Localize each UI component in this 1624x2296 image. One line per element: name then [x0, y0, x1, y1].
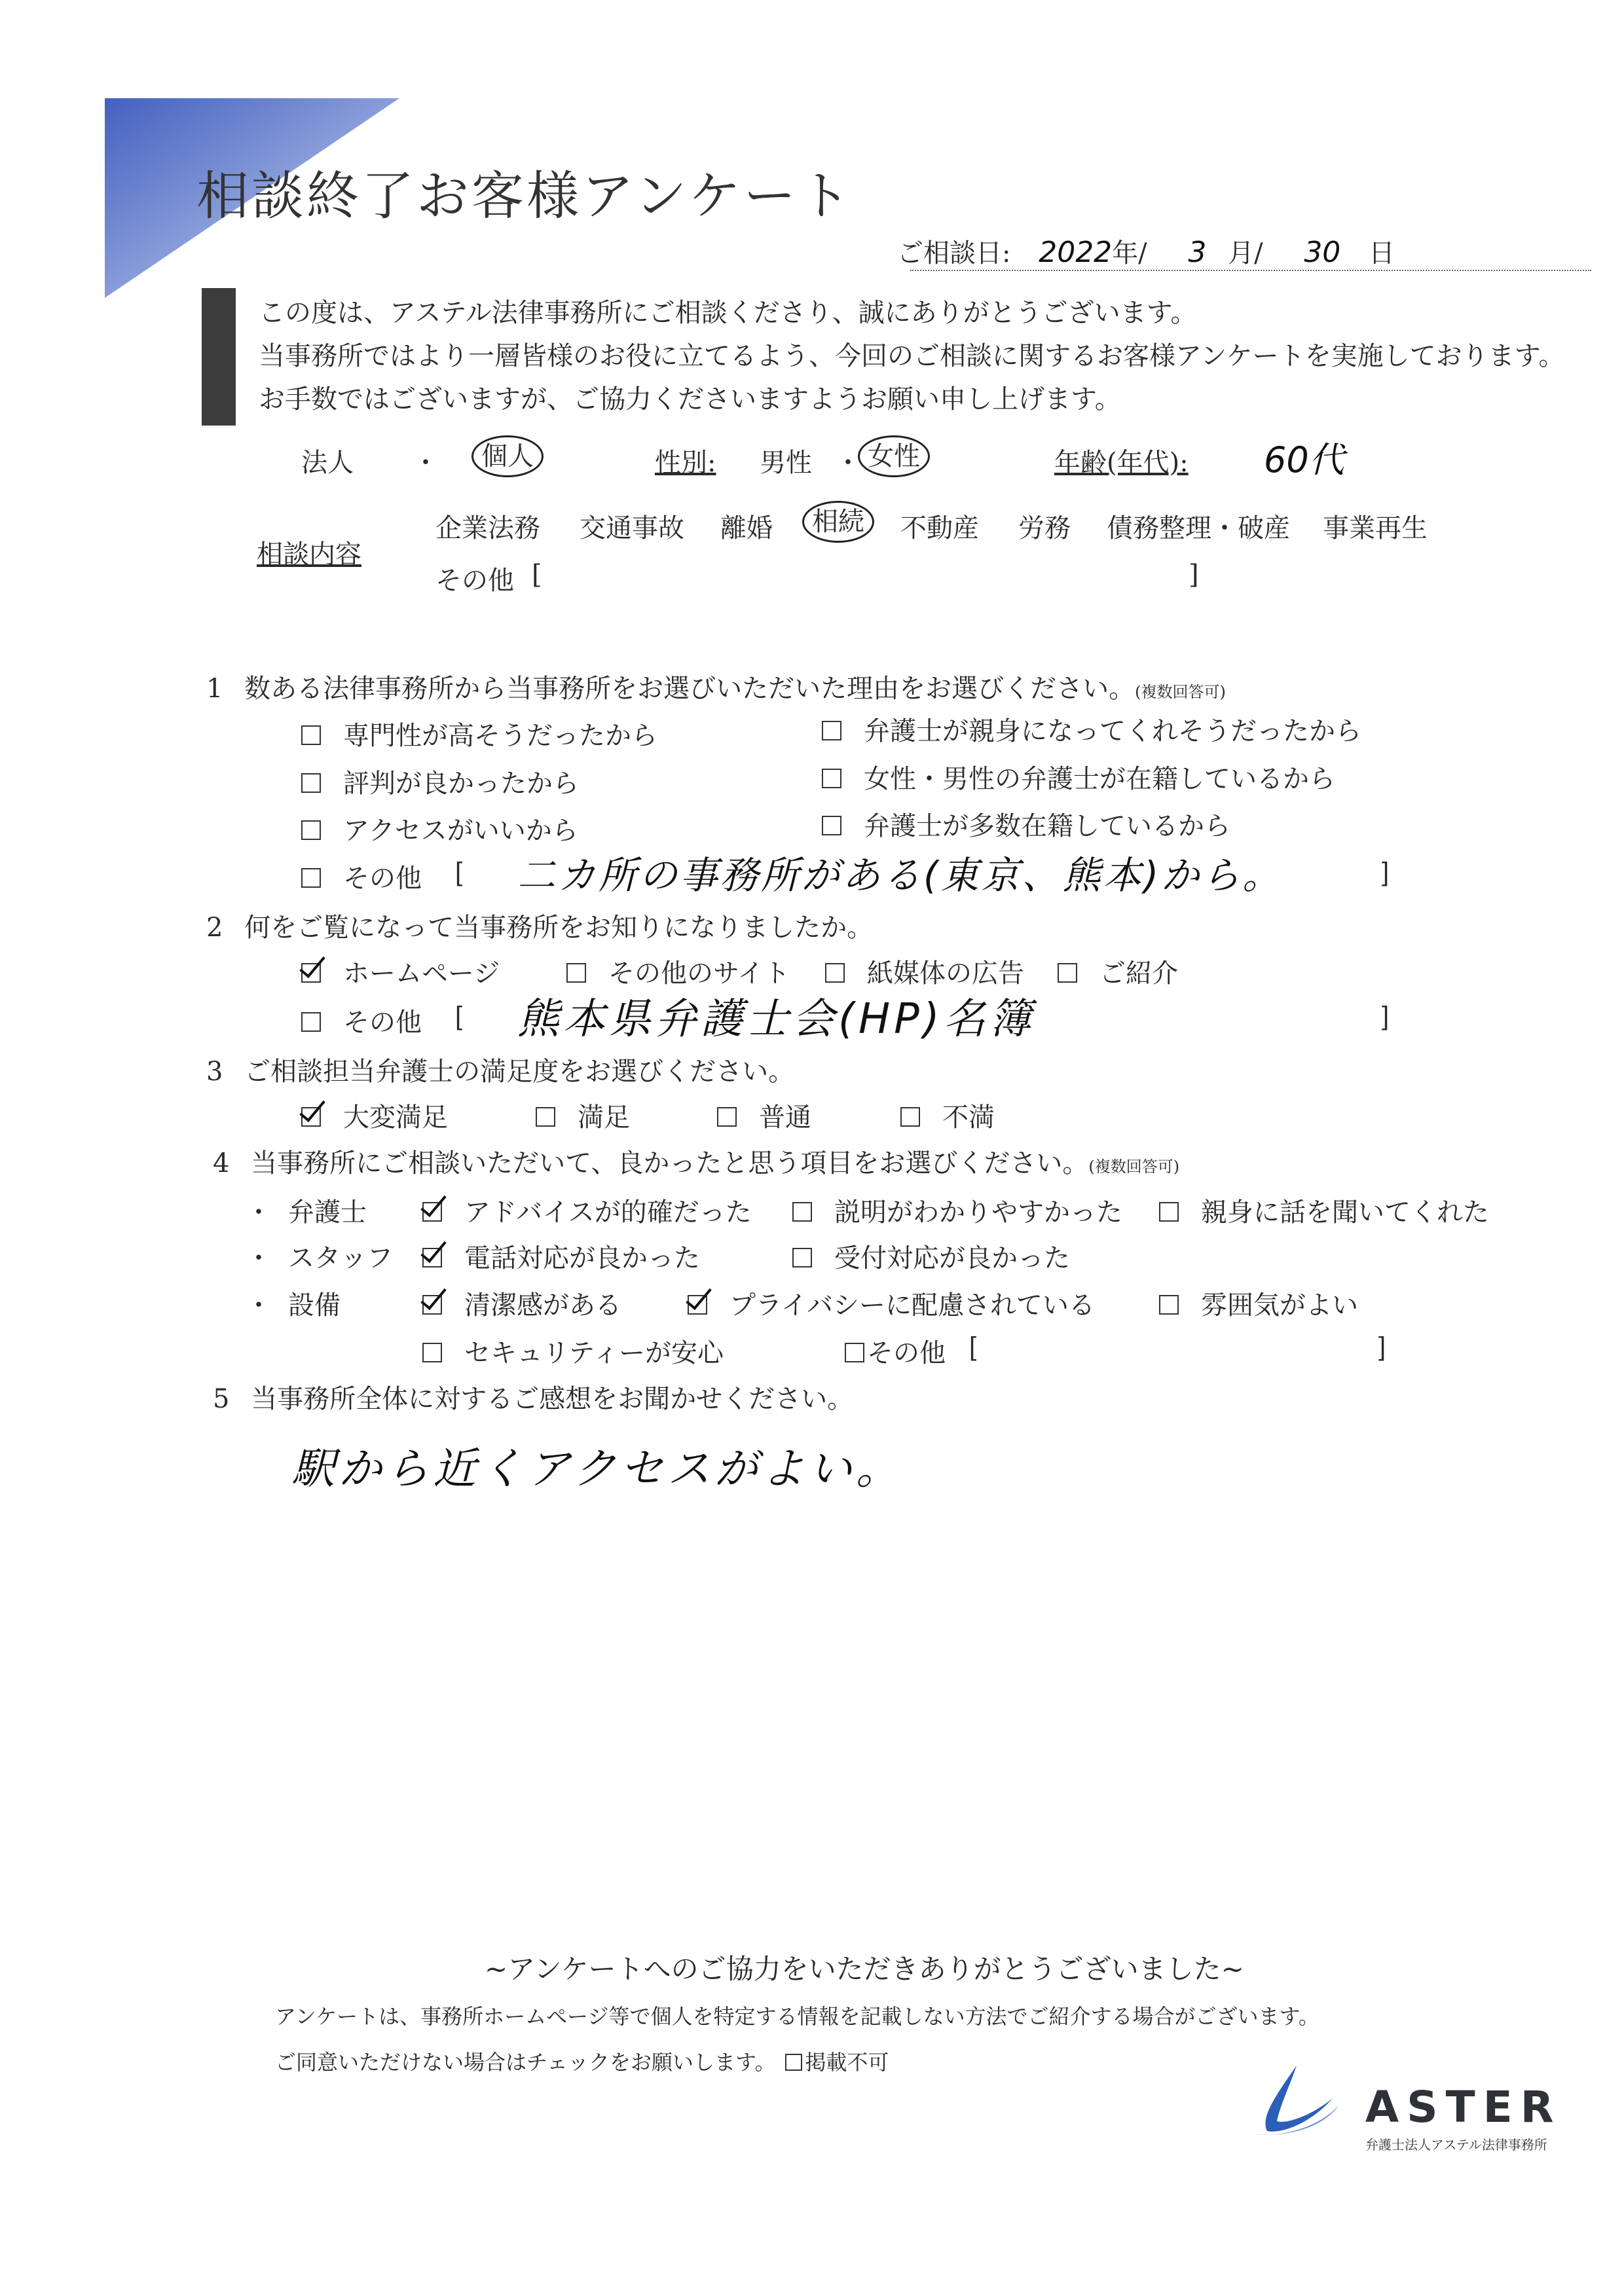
q1-option-label: 評判が良かったから [343, 769, 579, 798]
q4-option-label: 雰囲気がよい [1201, 1291, 1358, 1320]
aster-logo-icon [1247, 2059, 1346, 2141]
q1-other-answer[interactable]: 二カ所の事務所がある(東京、熊本)から。 [517, 853, 1283, 898]
q5-text: 当事務所全体に対するご感想をお聞かせください。 [251, 1384, 854, 1414]
q4-option-label: アドバイスが的確だった [464, 1198, 752, 1227]
q4-option[interactable] [422, 1332, 724, 1370]
checkbox[interactable] [845, 1343, 864, 1362]
intro-line-2: 当事務所ではより一層皆様のお役に立てるよう、今回のご相談に関するお客様アンケートを実施しております。 [259, 341, 1565, 371]
intro-line-3: お手数ではございますが、ご協力くださいますようお願い申し上げます。 [259, 384, 1121, 414]
q2-option[interactable] [566, 953, 790, 990]
intro-line-1: この度は、アステル法律事務所にご相談くださり、誠にありがとうございます。 [259, 298, 1197, 328]
checkbox[interactable] [301, 820, 321, 840]
q3-option-label: 普通 [759, 1103, 811, 1132]
q1-option-label: アクセスがいいから [343, 816, 578, 845]
checkbox-checked[interactable] [422, 1202, 442, 1222]
q4-option[interactable] [792, 1192, 1122, 1229]
q1-option[interactable] [301, 810, 578, 847]
checkbox[interactable] [1058, 963, 1077, 983]
consent-line [275, 2046, 889, 2076]
q3-option-label: 満足 [578, 1103, 630, 1132]
checkbox[interactable] [301, 1012, 321, 1032]
q2-text: 何をご覧になって当事務所をお知りになりましたか。 [244, 913, 874, 943]
q2-other-answer[interactable]: 熊本県弁護士会(HP)名簿 [517, 995, 1035, 1044]
q4-option-label: セキュリティーが安心 [464, 1339, 724, 1368]
q3-option[interactable] [717, 1097, 811, 1134]
consult-item[interactable]: 不動産 [900, 513, 979, 543]
gender-male[interactable]: 男性 [760, 448, 812, 478]
q1-option-label: 専門性が高そうだったから [343, 721, 657, 750]
q1-text: 数ある法律事務所から当事務所をお選びいただいた理由をお選びください。 [244, 674, 1135, 704]
no-publish-label: 掲載不可 [805, 2050, 889, 2074]
q1-option[interactable] [301, 715, 657, 752]
q4-option[interactable] [1159, 1192, 1489, 1229]
checkbox[interactable] [825, 963, 845, 983]
checkbox-checked[interactable] [301, 1107, 321, 1127]
q3-option-label: 不満 [942, 1103, 995, 1132]
profile-corp[interactable]: 法人 [301, 448, 354, 478]
bracket-close: ] [1382, 1002, 1390, 1030]
q5-number: 5 [213, 1384, 230, 1414]
checkbox[interactable] [822, 816, 841, 835]
q4-option-privacy[interactable] [688, 1285, 1095, 1322]
q2-other[interactable] [301, 1002, 422, 1039]
logo-subtitle: 弁護士法人アステル法律事務所 [1365, 2137, 1547, 2153]
q4-note: (複数回答可) [1088, 1157, 1180, 1176]
q3-option-label: 大変満足 [343, 1103, 448, 1132]
q4-option-label: 親身に話を聞いてくれた [1201, 1198, 1489, 1227]
checkbox-checked[interactable] [422, 1248, 442, 1267]
bracket-close: ] [1378, 1332, 1386, 1361]
q1-option[interactable] [822, 758, 1335, 795]
checkbox[interactable] [822, 721, 841, 740]
q2-option-label: 紙媒体の広告 [867, 959, 1024, 988]
q1-option-label: 女性・男性の弁護士が在籍しているから [864, 765, 1335, 793]
checkbox[interactable] [566, 963, 586, 983]
q4-option-label: プライバシーに配慮されている [729, 1291, 1095, 1320]
q3-option-very-satisfied[interactable] [301, 1097, 448, 1134]
q3-option[interactable] [536, 1097, 630, 1134]
individual-circled: 個人 [471, 435, 544, 477]
q1-other[interactable] [301, 858, 422, 895]
q4-row-label: スタッフ [288, 1244, 393, 1273]
q4-option-label: 説明がわかりやすかった [834, 1198, 1122, 1227]
page-title: 相談終了お客様アンケート [196, 166, 854, 227]
date-year-suffix: 年/ [1112, 238, 1147, 268]
checkbox[interactable] [792, 1248, 812, 1267]
q4-option-label: 清潔感がある [464, 1291, 621, 1320]
consult-item[interactable]: 離婚 [720, 513, 773, 543]
q4-text: 当事務所にご相談いただいて、良かったと思う項目をお選びください。 [251, 1148, 1089, 1178]
date-year: 2022 [1039, 236, 1113, 269]
bullet: ・ [246, 1198, 272, 1227]
bracket-open: [ [969, 1332, 977, 1361]
checkbox[interactable] [900, 1107, 920, 1127]
q4-row-label: 設備 [288, 1291, 341, 1320]
consult-item[interactable]: 労務 [1018, 513, 1071, 543]
q1-option-label: 弁護士が多数在籍しているから [864, 812, 1230, 841]
q4-option-label: 受付対応が良かった [834, 1244, 1070, 1273]
age-label: 年齢(年代): [1054, 448, 1189, 478]
date-month: 3 [1188, 236, 1207, 269]
consult-item-selected[interactable] [802, 501, 874, 538]
gender-sep: ・ [835, 448, 861, 478]
q1-option-label: 弁護士が親身になってくれそうだったから [864, 717, 1361, 746]
checkbox[interactable] [1159, 1202, 1179, 1222]
q3-number: 3 [206, 1057, 223, 1087]
bullet: ・ [246, 1291, 272, 1320]
checkbox[interactable] [1159, 1295, 1179, 1315]
q1-other-label: その他 [343, 864, 422, 893]
q2-option-label: その他のサイト [608, 959, 790, 988]
checkbox[interactable] [792, 1202, 812, 1222]
consult-item[interactable]: 企業法務 [435, 513, 540, 543]
bullet: ・ [246, 1244, 272, 1273]
publication-notice: アンケートは、事務所ホームページ等で個人を特定する情報を記載しない方法でご紹介する場合がございます。 [275, 2005, 1320, 2028]
age-value[interactable]: 60代 [1264, 439, 1344, 481]
q4-other-label: その他 [867, 1339, 946, 1368]
bracket-open: [ [455, 1002, 463, 1030]
q4-question [213, 1142, 1179, 1180]
bracket-open: [ [455, 858, 463, 886]
q2-option-homepage[interactable] [301, 953, 500, 990]
consult-date [897, 232, 1395, 270]
gender-female[interactable] [858, 435, 930, 473]
q2-option[interactable] [1058, 953, 1178, 990]
thanks-message: ~アンケートへのご協力をいただきありがとうございました~ [485, 1953, 1244, 1985]
checkbox-checked[interactable] [688, 1295, 707, 1315]
date-month-suffix: 月/ [1228, 238, 1263, 268]
inheritance-circled: 相続 [802, 501, 874, 543]
date-underline [910, 270, 1591, 271]
q1-number: 1 [206, 674, 223, 704]
consult-item[interactable]: 債務整理・破産 [1107, 513, 1290, 543]
q4-option[interactable] [792, 1237, 1070, 1275]
checkbox[interactable] [536, 1107, 555, 1127]
q2-option-label: ホームページ [343, 959, 500, 988]
checkbox-checked[interactable] [301, 963, 321, 983]
consent-text: ご同意いただけない場合はチェックをお願いします。 [275, 2050, 776, 2074]
checkbox[interactable] [301, 725, 321, 745]
q4-option-advice[interactable] [422, 1192, 752, 1229]
q4-option-phone[interactable] [422, 1237, 700, 1275]
logo-name: ASTER [1365, 2082, 1562, 2132]
profile-individual[interactable] [471, 435, 544, 473]
q1-option[interactable] [822, 710, 1361, 748]
q3-text: ご相談担当弁護士の満足度をお選びください。 [244, 1057, 795, 1087]
checkbox[interactable] [717, 1107, 737, 1127]
profile-sep: ・ [413, 448, 439, 478]
checkbox-checked[interactable] [422, 1295, 442, 1315]
checkbox[interactable] [301, 773, 321, 793]
consult-item[interactable]: 交通事故 [580, 513, 684, 543]
date-day: 30 [1304, 236, 1341, 269]
intro-accent-bar [202, 288, 236, 426]
checkbox[interactable] [822, 769, 841, 788]
q4-other[interactable] [845, 1332, 946, 1370]
consult-label: 相談内容 [257, 539, 361, 570]
checkbox[interactable] [422, 1343, 442, 1362]
gender-label: 性別: [655, 448, 716, 478]
date-day-suffix: 日 [1369, 238, 1395, 268]
bracket-close: ] [1189, 560, 1199, 590]
q2-number: 2 [206, 913, 223, 943]
consult-item[interactable]: 事業再生 [1323, 513, 1428, 543]
bracket-close: ] [1382, 858, 1390, 886]
q1-option[interactable] [822, 805, 1230, 843]
q4-number: 4 [213, 1148, 230, 1178]
q1-option[interactable] [301, 763, 579, 800]
q5-question [213, 1378, 853, 1415]
female-circled: 女性 [858, 435, 930, 477]
q1-note: (複数回答可) [1135, 683, 1226, 701]
q3-option[interactable] [900, 1097, 995, 1134]
q2-other-label: その他 [343, 1008, 422, 1037]
q3-question [206, 1051, 794, 1088]
q4-option-clean[interactable] [422, 1285, 621, 1322]
q1-question [206, 668, 1226, 705]
bracket-open: [ [532, 560, 542, 590]
q2-question [206, 907, 873, 944]
q2-option[interactable] [825, 953, 1024, 990]
checkbox[interactable] [301, 868, 321, 888]
q5-answer[interactable]: 駅から近くアクセスがよい。 [291, 1444, 904, 1494]
q4-row-label: 弁護士 [288, 1198, 367, 1227]
no-publish-checkbox[interactable] [785, 2054, 802, 2071]
consult-other-label: その他 [435, 566, 514, 596]
q4-option[interactable] [1159, 1285, 1358, 1322]
date-label: ご相談日: [897, 238, 1011, 268]
q2-option-label: ご紹介 [1099, 959, 1178, 988]
q4-option-label: 電話対応が良かった [464, 1244, 700, 1273]
